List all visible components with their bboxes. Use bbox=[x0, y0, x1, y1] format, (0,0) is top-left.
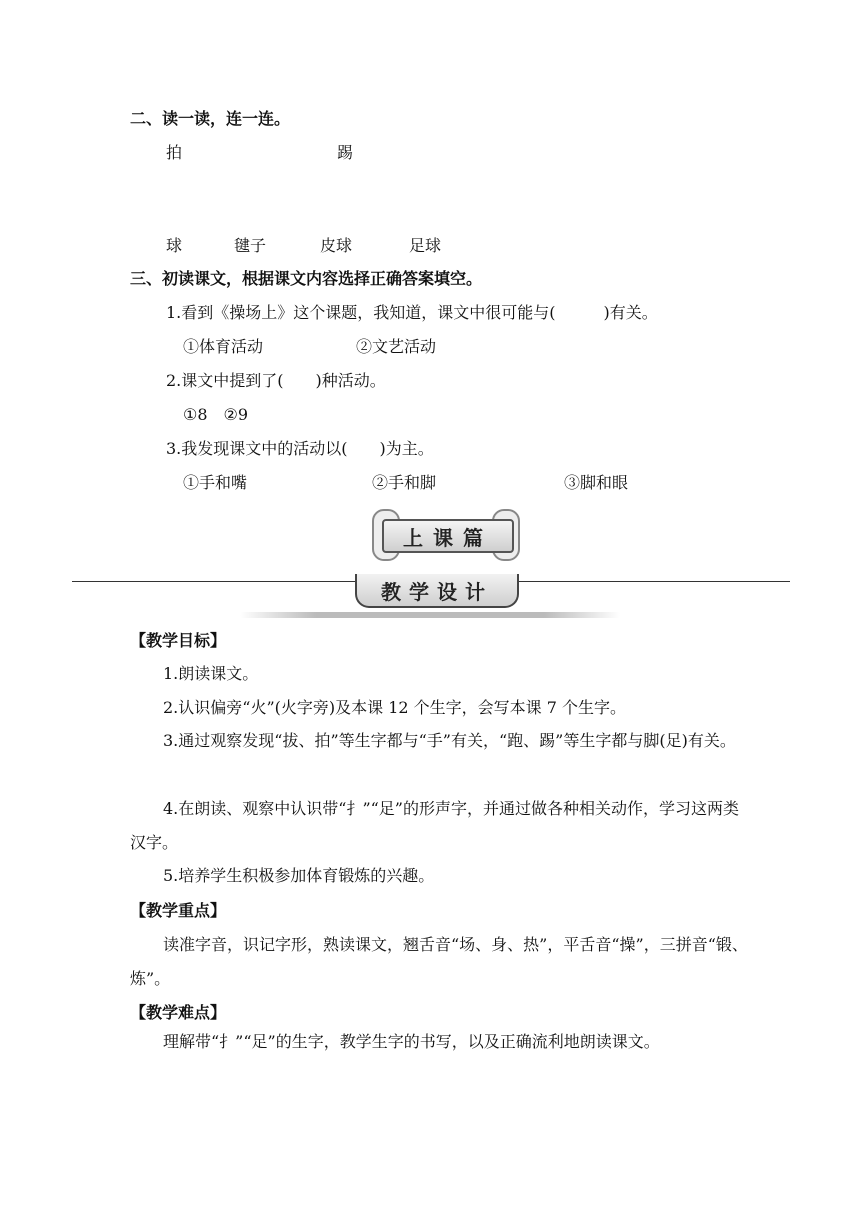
goal-item: 4.在朗读、观察中认识带“扌”“足”的形声字，并通过做各种相关动作，学习这两类汉字。 bbox=[130, 799, 739, 852]
goal-item: 2.认识偏旁“火”(火字旁)及本课 12 个生字，会写本课 7 个生字。 bbox=[163, 698, 626, 717]
q1-option-1: ①体育活动 bbox=[183, 337, 264, 356]
q3-option-3: ③脚和眼 bbox=[564, 473, 629, 492]
q3-option-2: ②手和脚 bbox=[372, 473, 437, 492]
q1-option-2: ②文艺活动 bbox=[356, 337, 437, 356]
question-3: 3.我发现课文中的活动以( )为主。 bbox=[166, 439, 434, 458]
match-bottom-item: 皮球 bbox=[320, 236, 353, 255]
key-points-text: 读准字音，识记字形，熟读课文，翘舌音“场、身、热”，平舌音“操”，三拼音“锻、炼”。 bbox=[130, 935, 748, 988]
goals-heading: 【教学目标】 bbox=[130, 631, 227, 650]
key-points-heading: 【教学重点】 bbox=[130, 901, 227, 920]
tab-shadow-decoration bbox=[240, 612, 620, 618]
question-2: 2.课文中提到了( )种活动。 bbox=[166, 371, 386, 390]
match-top-item: 拍 bbox=[166, 143, 183, 162]
match-bottom-item: 足球 bbox=[409, 236, 442, 255]
match-top-item: 踢 bbox=[337, 143, 354, 162]
match-bottom-item: 球 bbox=[166, 236, 183, 255]
class-section-banner bbox=[372, 505, 520, 561]
teaching-design-title: 教学设计 bbox=[355, 574, 519, 608]
goal-item: 1.朗读课文。 bbox=[163, 664, 259, 683]
goal-item: 5.培养学生积极参加体育锻炼的兴趣。 bbox=[163, 866, 435, 885]
goal-item: 3.通过观察发现“拔、拍”等生字都与“手”有关，“跑、踢”等生字都与脚(足)有关。 bbox=[163, 731, 736, 750]
match-bottom-item: 毽子 bbox=[234, 236, 267, 255]
q3-option-1: ①手和嘴 bbox=[183, 473, 248, 492]
q2-options: ①8 ②9 bbox=[183, 405, 249, 424]
section3-heading: 三、初读课文，根据课文内容选择正确答案填空。 bbox=[130, 269, 483, 288]
difficulties-heading: 【教学难点】 bbox=[130, 1003, 227, 1022]
question-1: 1.看到《操场上》这个课题，我知道，课文中很可能与( )有关。 bbox=[166, 303, 658, 322]
section2-heading: 二、读一读，连一连。 bbox=[130, 109, 291, 128]
class-section-title: 上课篇 bbox=[382, 519, 514, 553]
difficulties-text: 理解带“扌”“足”的生字，教学生字的书写，以及正确流利地朗读课文。 bbox=[163, 1032, 660, 1051]
